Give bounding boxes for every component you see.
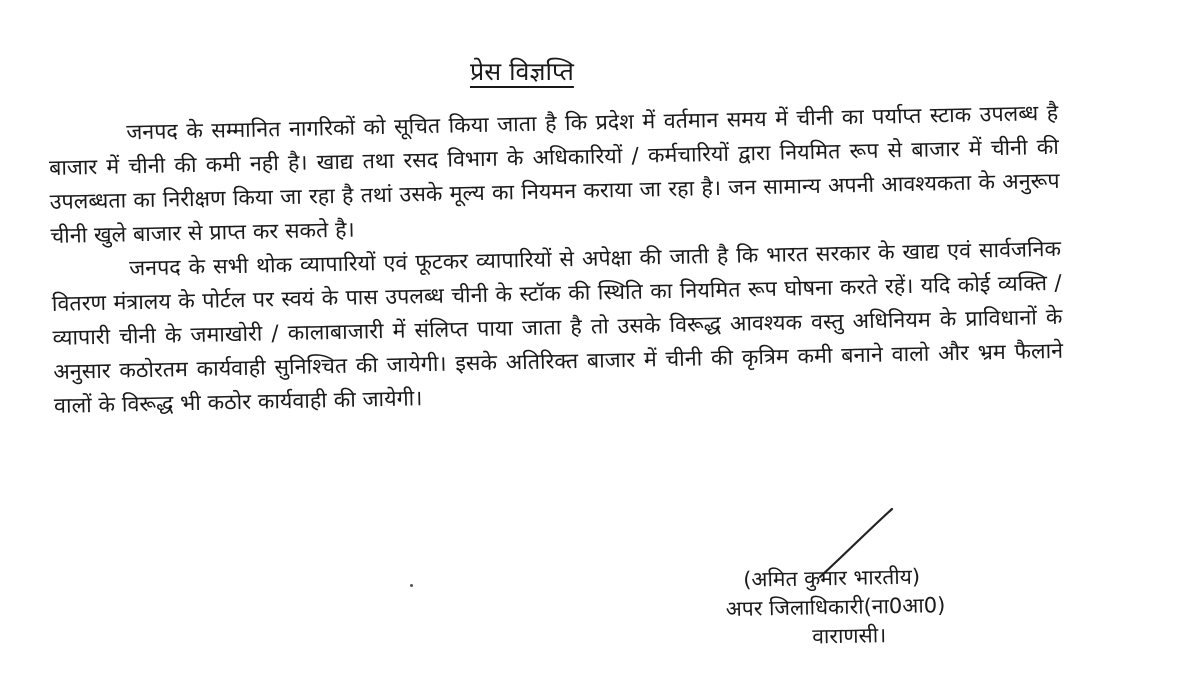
document-body	[48, 97, 1064, 424]
signatory-designation: अपर जिलाधिकारी(ना0आ0)	[725, 593, 946, 621]
signatory-name: (अमित कुमार भारतीय)	[743, 564, 921, 592]
paragraph-1: जनपद के सम्मानित नागरिकों को सूचित किया जाता है कि प्रदेश में वर्तमान समय में चीनी का पर्याप्त स्टाक उपलब्ध है बाजार में चीनी की कमी नही है। खाद्य तथा रसद विभाग के अधिकारियों / कर्मचारियों द्वारा नियमित रूप से बाजार में चीनी की उपलब्धता का निरीक्षण किया जा रहा है तथां उसके मूल्य का नियमन कराया जा रहा है। जन सामान्य अपनी आवश्यकता के अनुरूप चीनी खुले बाजार से प्राप्त कर सकते है।	[48, 100, 1060, 249]
document-title: प्रेस विज्ञप्ति	[470, 57, 574, 86]
scan-speck	[410, 584, 413, 587]
signatory-place: वाराणसी।	[812, 623, 887, 649]
paragraph-2: जनपद के सभी थोक व्यापारियों एवं फूटकर व्यापारियों से अपेक्षा की जाती है कि भारत सरकार के खाद्य एवं सार्वजनिक वितरण मंत्रालय के पोर्टल पर स्वयं के पास उपलब्ध चीनी के स्टॉक की स्थिति का नियमित रूप घोषना करते रहें। यदि कोई व्यक्ति / व्यापारी चीनी के जमाखोरी / कालाबाजारी में संलिप्त पाया जाता है तो उसके विरूद्ध आवश्यक वस्तु अधिनियम के प्राविधानों के अनुसार कठोरतम कार्यवाही सुनिश्चित की जायेगी। इसके अतिरिक्त बाजार में चीनी की कृत्रिम कमी बनाने वालो और भ्रम फैलाने वालों के विरूद्ध भी कठोर कार्यवाही की जायेगी।	[51, 236, 1064, 419]
signature-block	[725, 561, 1026, 653]
